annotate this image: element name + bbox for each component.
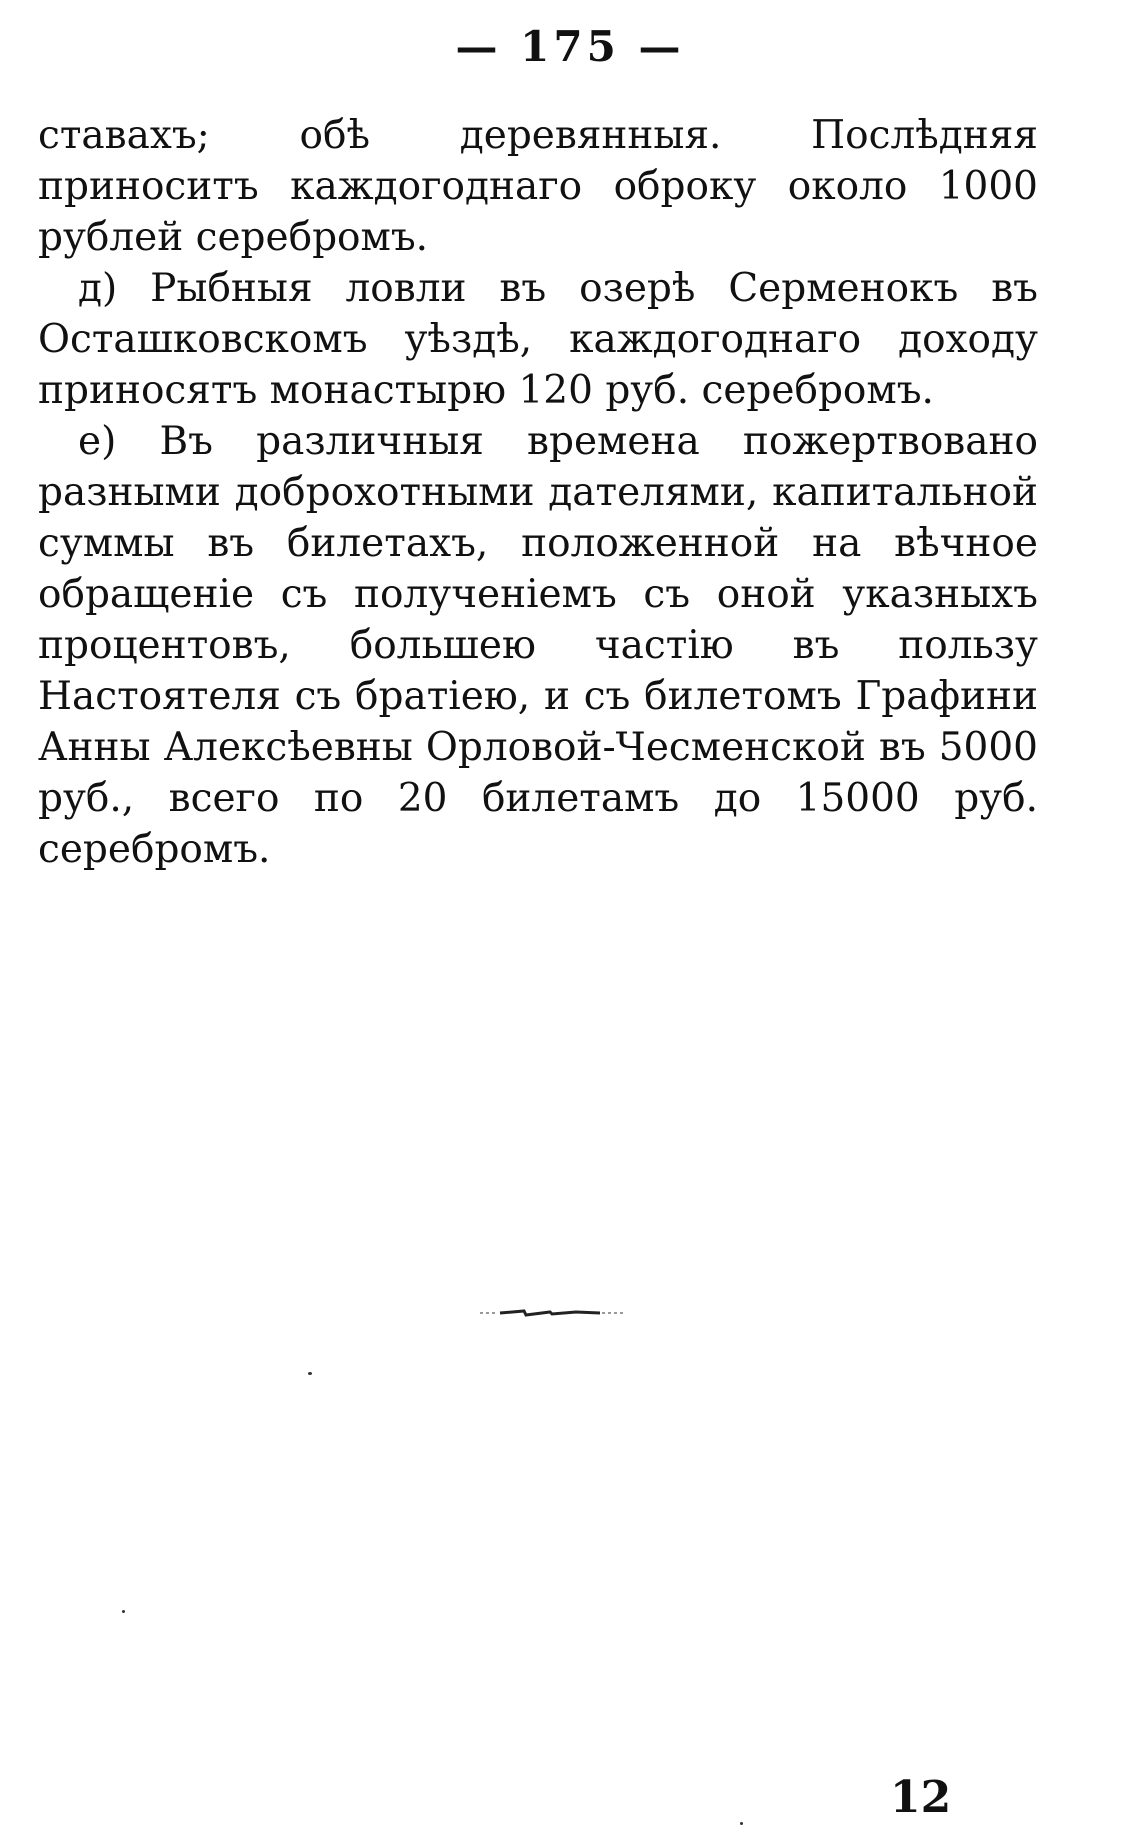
paragraph-item-e: е) Въ различныя времена пожертвовано разными доброхотными дателями, капитальной суммы въ билетахъ, положенной на вѣчное обращеніе съ полученіемъ съ оной указныхъ процентовъ, большею частію въ пользу Настоятеля съ братіею, и съ билетомъ Графини Анны Алексѣевны Орловой-Чесменской въ 5000 руб., всего по 20 билетамъ до 15000 руб. серебромъ. — [38, 419, 1038, 872]
paragraph-continuation: ставахъ; обѣ деревянныя. Послѣдняя приноситъ каждогоднаго оброку около 1000 рублей серебромъ. — [38, 113, 1038, 260]
page-header: — 175 — — [455, 22, 685, 71]
signature-mark: 12 — [890, 1772, 952, 1823]
print-speck-1 — [308, 1372, 312, 1375]
paragraph-item-d: д) Рыбныя ловли въ озерѣ Серменокъ въ Осташковскомъ уѣздѣ, каждогоднаго доходу приносятъ монастырю 120 руб. серебромъ. — [38, 266, 1038, 413]
end-ornament-separator — [480, 1306, 626, 1320]
print-speck-2 — [122, 1610, 125, 1613]
main-text — [38, 110, 1038, 875]
print-speck-3 — [740, 1822, 743, 1825]
